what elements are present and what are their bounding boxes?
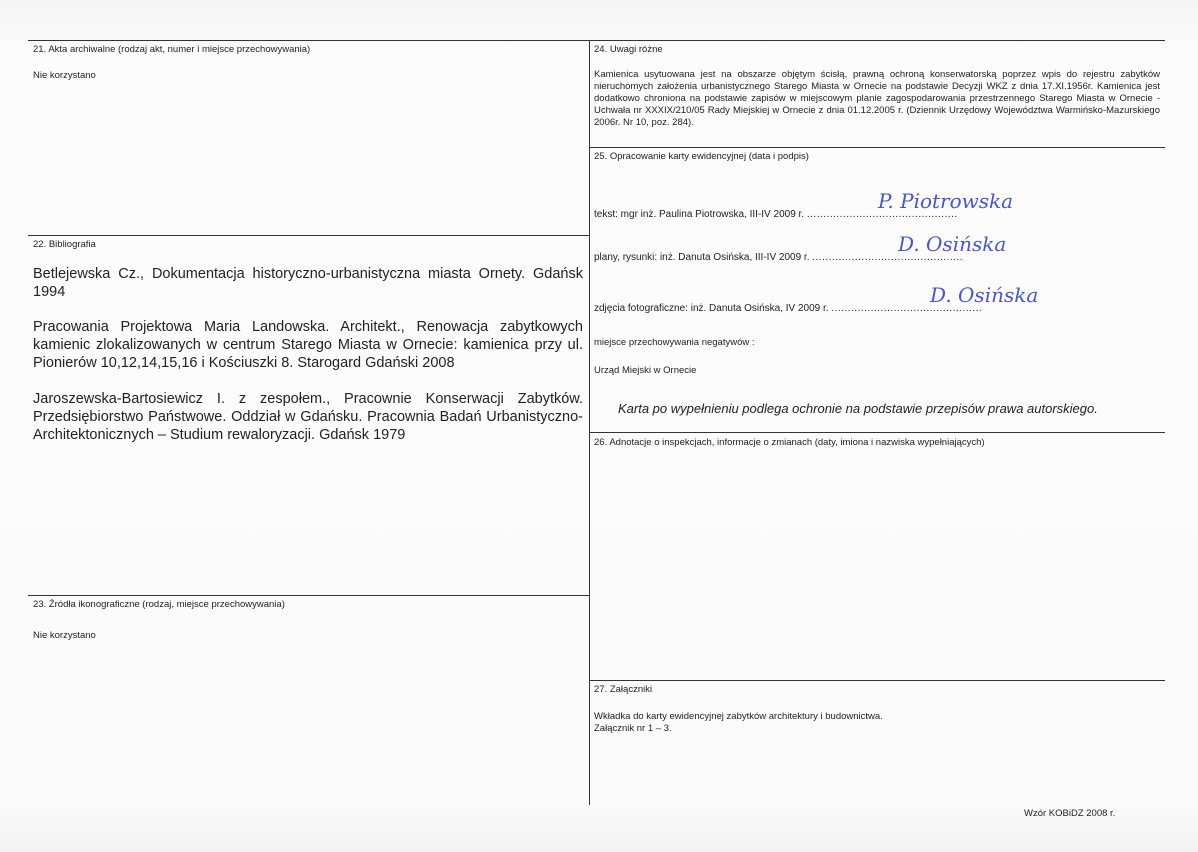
attachments-line-2: Załącznik nr 1 – 3.: [594, 723, 672, 734]
section-21-header: 21. Akta archiwalne (rodzaj akt, numer i miejsce przechowywania): [33, 44, 311, 55]
section-23-value: Nie korzystano: [33, 630, 96, 641]
top-border: [28, 40, 1165, 41]
author-text-label: tekst: mgr inż. Paulina Piotrowska, III-IV 2009 r.: [594, 209, 805, 220]
section-26-header: 26. Adnotacje o inspekcjach, informacje o zmianach (daty, imiona i nazwiska wypełniających): [594, 437, 985, 448]
divider-26-27: [589, 680, 1165, 681]
bibliography-entry: Betlejewska Cz., Dokumentacja historyczno-urbanistyczna miasta Ornety. Gdańsk 1994: [33, 266, 583, 300]
attachments-line-1: Wkładka do karty ewidencyjnej zabytków architektury i budownictwa.: [594, 711, 883, 722]
section-24-header: 24. Uwagi różne: [594, 44, 663, 55]
signature-osinska-photos: D. Osińska: [930, 283, 1039, 307]
divider-22-23: [28, 595, 589, 596]
signature-dots: ..............................................: [812, 252, 964, 263]
signature-piotrowska: P. Piotrowska: [878, 189, 1014, 213]
section-27-header: 27. Załączniki: [594, 684, 653, 695]
author-photos-row: [594, 303, 982, 314]
signature-dots: ..............................................: [806, 209, 958, 220]
negatives-value: Urząd Miejski w Ornecie: [594, 365, 697, 376]
author-plans-label: plany, rysunki: inż. Danuta Osińska, III-IV 2009 r.: [594, 252, 810, 263]
signature-osinska-plans: D. Osińska: [898, 232, 1007, 256]
divider-24-25: [589, 147, 1165, 148]
signature-dots: ..............................................: [831, 303, 983, 314]
author-photos-label: zdjęcia fotograficzne: inż. Danuta Osińska, IV 2009 r.: [594, 303, 829, 314]
section-23-header: 23. Źródła ikonograficzne (rodzaj, miejsce przechowywania): [33, 599, 285, 610]
section-21-value: Nie korzystano: [33, 70, 96, 81]
copyright-note: Karta po wypełnieniu podlega ochronie na podstawie przepisów prawa autorskiego.: [618, 401, 1098, 416]
negatives-label: miejsce przechowywania negatywów :: [594, 337, 755, 348]
section-24-text: Kamienica usytuowana jest na obszarze objętym ścisłą, prawną ochroną konserwatorską poprzez wpis do rejestru zabytków nieruchomych założenia urbanistycznego Starego Miasta w Ornecie na podstawie Decyzji WKZ z dnia 17.XI.1956r. Kamienica jest dodatkowo chroniona na podstawie zapisów w miejscowym planie zagospodarowania przestrzennego Starego Miasta w Ornecie - Uchwała nr XXXIX/210/05 Rady Miejskiej w Ornecie z dnia 01.12.2005 r. (Dziennik Urzędowy Województwa Warmińsko-Mazurskiego 2006r. Nr 10, poz. 284).: [594, 69, 1160, 128]
section-25-header: 25. Opracowanie karty ewidencyjnej (data i podpis): [594, 151, 809, 162]
form-template-label: Wzór KOBiDZ 2008 r.: [1024, 808, 1116, 819]
divider-25-26: [589, 432, 1165, 433]
bibliography-entry: Jaroszewska-Bartosiewicz I. z zespołem., Pracownie Konserwacji Zabytków. Przedsiębiorstwo Państwowe. Oddział w Gdańsku. Pracownia Badań Urbanistyczno-Architektonicznych – Studium rewaloryzacji. Gdańsk 1979: [33, 391, 583, 443]
center-divider: [589, 40, 590, 805]
section-22-header: 22. Bibliografia: [33, 239, 96, 250]
divider-21-22: [28, 235, 589, 236]
bibliography-entry: Pracowania Projektowa Maria Landowska. Architekt., Renowacja zabytkowych kamienic zlokalizowanych w centrum Starego Miasta w Ornecie: kamienica przy ul. Pionierów 10,12,14,15,16 i Kościuszki 8. Starogard Gdański 2008: [33, 319, 583, 371]
